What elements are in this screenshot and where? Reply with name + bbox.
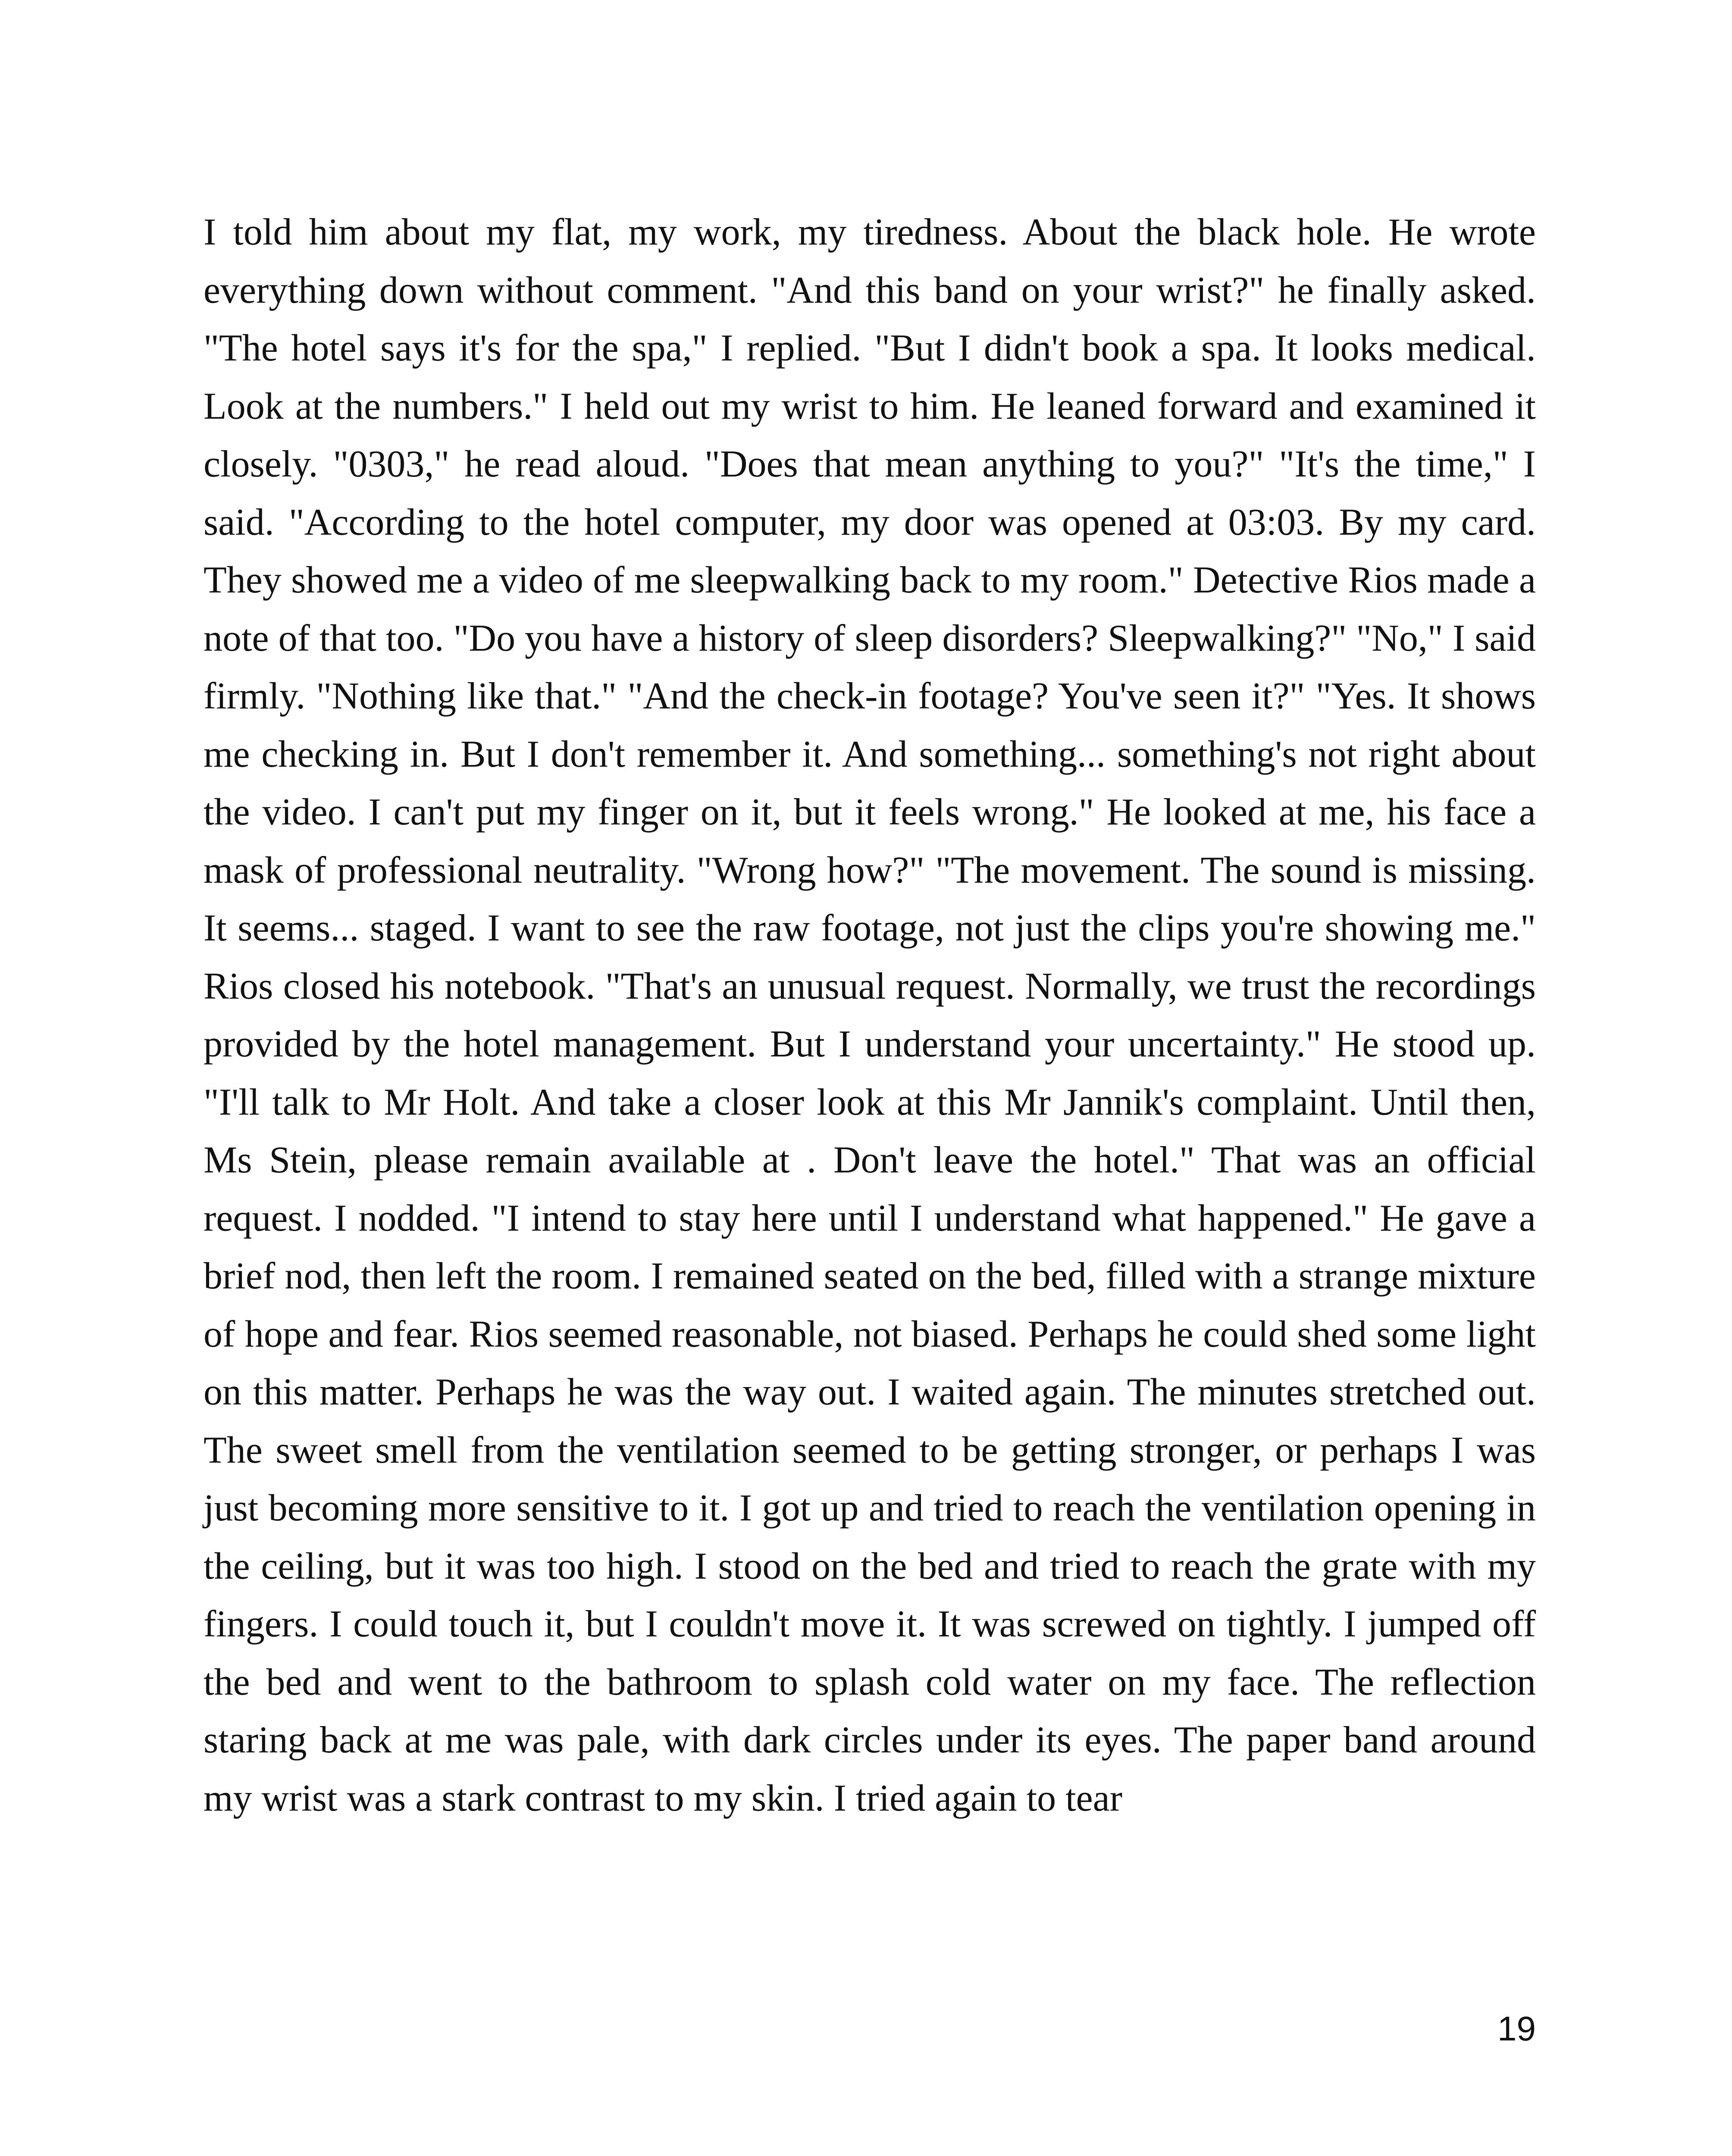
- body-paragraph: I told him about my flat, my work, my tiredness. About the black hole. He wrote everything down without comment. "And this band on your wrist?" he finally asked. "The hotel says it's for the spa," I replied. "But I didn't book a spa. It looks medical. Look at the numbers." I held out my wrist to him. He leaned forward and examined it closely. "0303," he read aloud. "Does that mean anything to you?" "It's the time," I said. "According to the hotel computer, my door was opened at 03:03. By my card. They showed me a video of me sleepwalking back to my room." Detective Rios made a note of that too. "Do you have a history of sleep disorders? Sleepwalking?" "No," I said firmly. "Nothing like that." "And the check-in footage? You've seen it?" "Yes. It shows me checking in. But I don't remember it. And something... something's not right about the video. I can't put my finger on it, but it feels wrong." He looked at me, his face a mask of professional neutrality. "Wrong how?" "The movement. The sound is missing. It seems... staged. I want to see the raw footage, not just the clips you're showing me." Rios closed his notebook. "That's an unusual request. Normally, we trust the recordings provided by the hotel management. But I understand your uncertainty." He stood up. "I'll talk to Mr Holt. And take a closer look at this Mr Jannik's complaint. Until then, Ms Stein, please remain available at . Don't leave the hotel." That was an official request. I nodded. "I intend to stay here until I understand what happened." He gave a brief nod, then left the room. I remained seated on the bed, filled with a strange mixture of hope and fear. Rios seemed reasonable, not biased. Perhaps he could shed some light on this matter. Perhaps he was the way out. I waited again. The minutes stretched out. The sweet smell from the ventilation seemed to be getting stronger, or perhaps I was just becoming more sensitive to it. I got up and tried to reach the ventilation opening in the ceiling, but it was too high. I stood on the bed and tried to reach the grate with my fingers. I could touch it, but I couldn't move it. It was screwed on tightly. I jumped off the bed and went to the bathroom to splash cold water on my face. The reflection staring back at me was pale, with dark circles under its eyes. The paper band around my wrist was a stark contrast to my skin. I tried again to tear: [204, 211, 1536, 1819]
- page-number: 19: [1497, 2009, 1536, 2048]
